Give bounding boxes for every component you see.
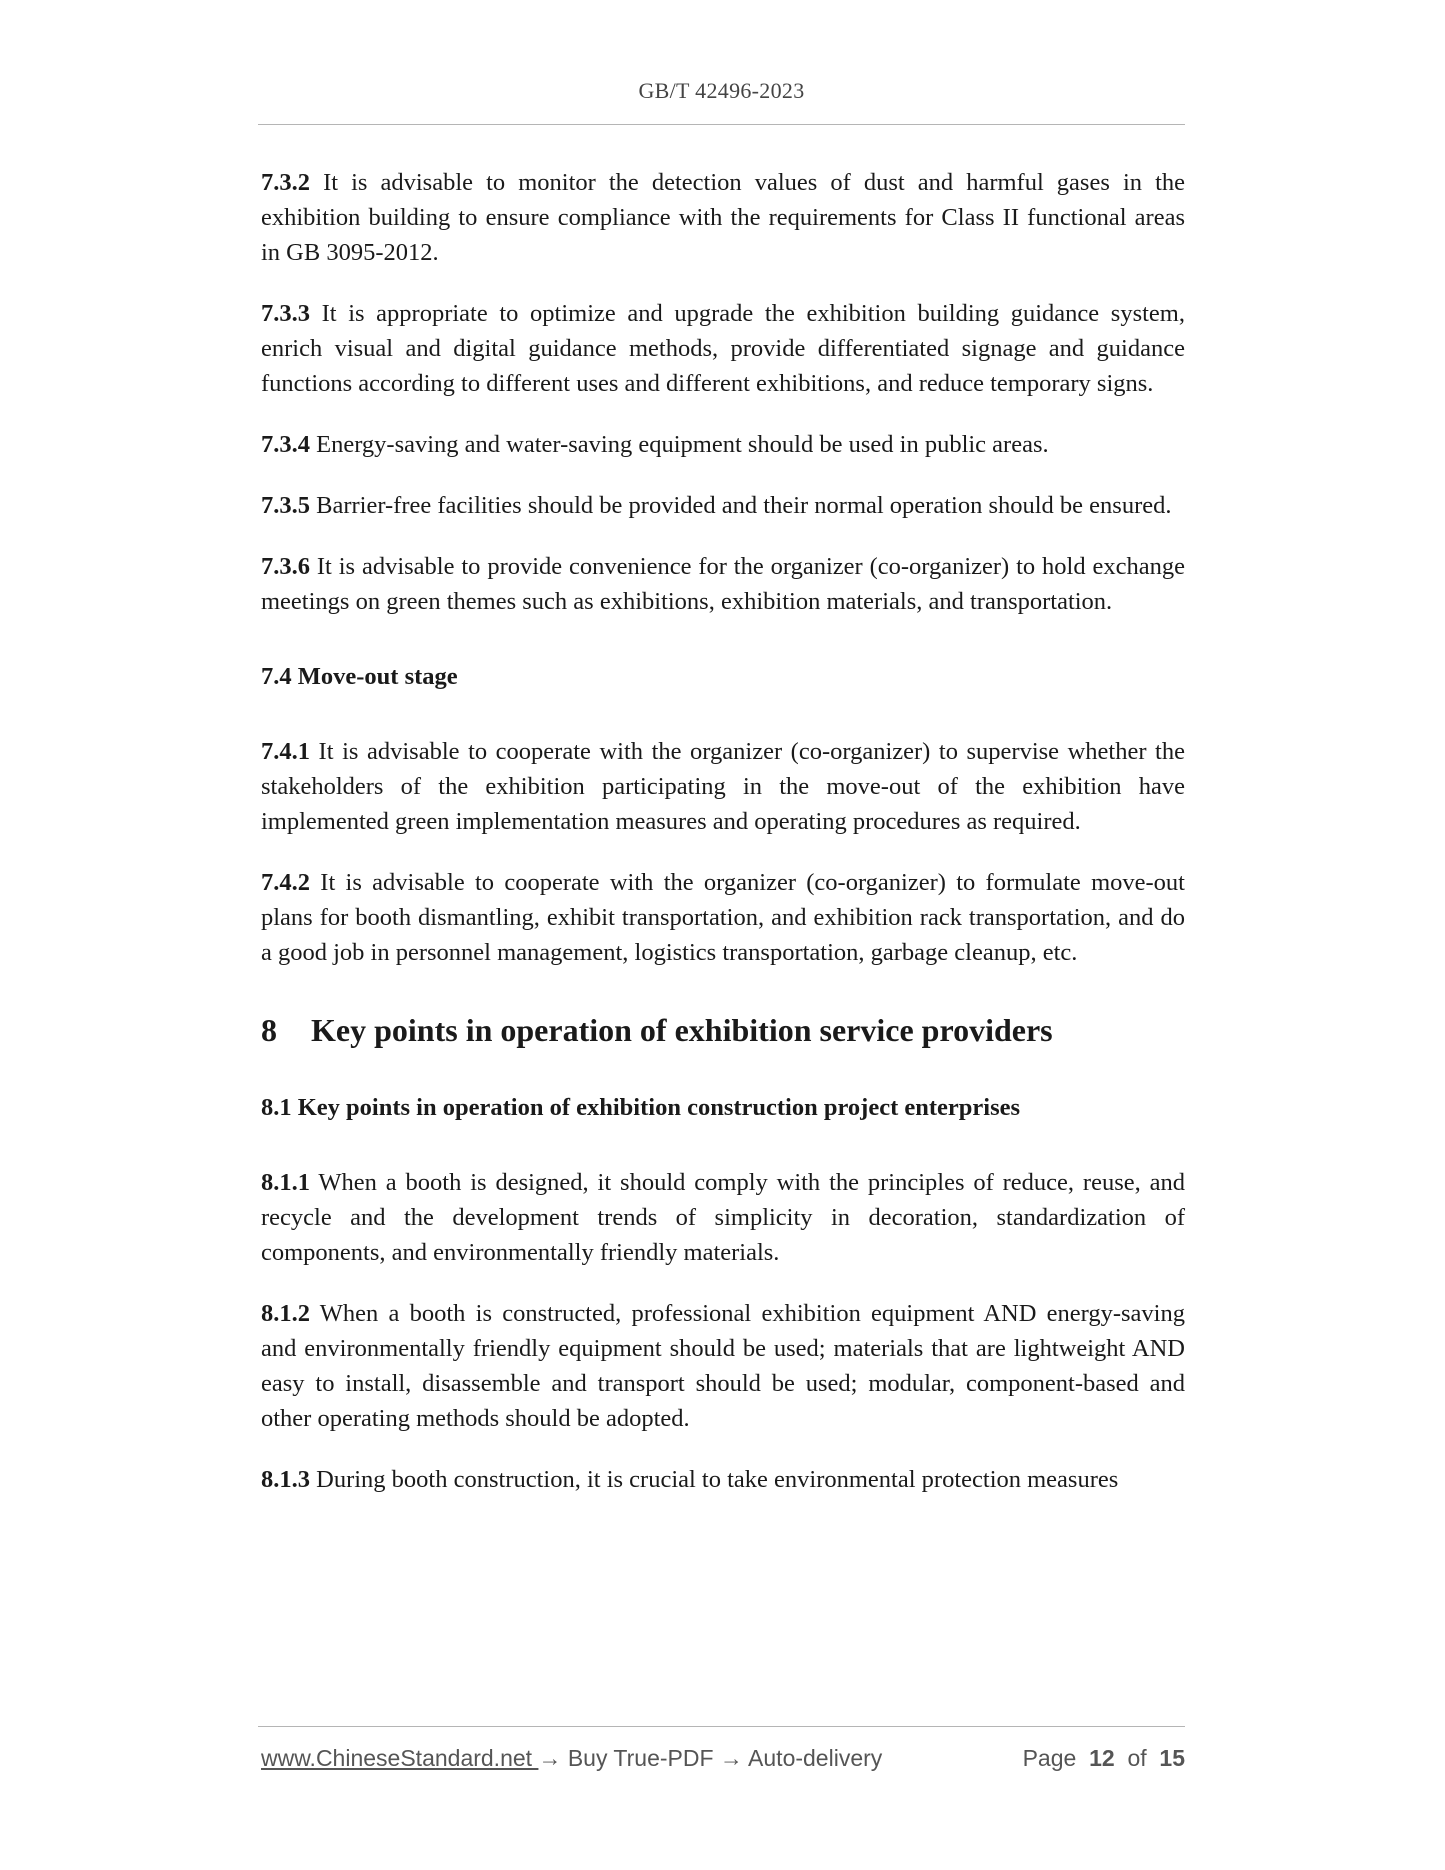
clause-text: It is advisable to cooperate with the organizer (co-organizer) to formulate move-out plans for booth dismantling, exhibit transportation, and exhibition rack transportation, and do a good job in personnel management, logistics transportation, garbage cleanup, etc.	[261, 869, 1185, 966]
clause-text: It is advisable to cooperate with the organizer (co-organizer) to supervise whether the stakeholders of the exhibition participating in the move-out of the exhibition have implemented green implementation measures and operating procedures as required.	[261, 738, 1185, 835]
clause-7-4-2	[261, 865, 1185, 970]
website-link[interactable]: www.ChineseStandard.net	[261, 1745, 539, 1771]
clause-7-3-2	[261, 165, 1185, 270]
clause-8-1-1	[261, 1165, 1185, 1270]
section-number: 8	[261, 1012, 277, 1048]
clause-number: 7.3.2	[261, 169, 310, 196]
footer-divider	[258, 1726, 1185, 1727]
page-of: of	[1127, 1745, 1147, 1771]
clause-number: 8.1.2	[261, 1300, 310, 1327]
clause-7-3-6	[261, 549, 1185, 619]
clause-text: During booth construction, it is crucial to take environmental protection measures	[310, 1466, 1119, 1493]
clause-text: When a booth is designed, it should comply with the principles of reduce, reuse, and recycle and the development trends of simplicity in decoration, standardization of components, and environmentally friendly materials.	[261, 1169, 1185, 1266]
page-label: Page	[1022, 1745, 1077, 1771]
clause-text: It is advisable to monitor the detection values of dust and harmful gases in the exhibition building to ensure compliance with the requirements for Class II functional areas in GB 3095-2012.	[261, 169, 1185, 266]
clause-text: It is advisable to provide convenience for the organizer (co-organizer) to hold exchange meetings on green themes such as exhibitions, exhibition materials, and transportation.	[261, 553, 1185, 615]
clause-number: 7.4.1	[261, 738, 310, 765]
clause-8-1-3	[261, 1462, 1185, 1497]
header-divider	[258, 124, 1185, 125]
clause-number: 7.4.2	[261, 869, 310, 896]
clause-text: Energy-saving and water-saving equipment should be used in public areas.	[310, 431, 1049, 458]
delivery-text: Auto-delivery	[742, 1745, 883, 1771]
section-heading-8	[261, 1010, 1185, 1050]
subsection-heading-7-4: 7.4 Move-out stage	[261, 663, 458, 690]
subsection-heading-8-1: 8.1 Key points in operation of exhibition construction project enterprises	[261, 1094, 1021, 1121]
clause-7-4-1	[261, 734, 1185, 839]
clause-number: 8.1.1	[261, 1169, 310, 1196]
page-current: 12	[1089, 1745, 1115, 1771]
clause-number: 7.3.6	[261, 553, 310, 580]
clause-7-3-4	[261, 427, 1185, 462]
footer-promo	[261, 1745, 882, 1772]
clause-number: 7.3.5	[261, 492, 310, 519]
clause-text: When a booth is constructed, professional exhibition equipment AND energy-saving and environmentally friendly equipment should be used; materials that are lightweight AND easy to install, disassemble and transport should be used; modular, component-based and other operating methods should be adopted.	[261, 1300, 1185, 1432]
clause-number: 8.1.3	[261, 1466, 310, 1493]
page-total: 15	[1159, 1745, 1185, 1771]
arrow-right-icon: →	[719, 1745, 743, 1771]
clause-8-1-2	[261, 1296, 1185, 1436]
clause-7-3-5	[261, 488, 1185, 523]
clause-7-3-3	[261, 296, 1185, 401]
section-title: Key points in operation of exhibition service providers	[311, 1012, 1053, 1048]
buy-text: Buy True-PDF	[561, 1745, 720, 1771]
clause-text: It is appropriate to optimize and upgrade the exhibition building guidance system, enrich visual and digital guidance methods, provide differentiated signage and guidance functions according to different uses and different exhibitions, and reduce temporary signs.	[261, 300, 1185, 397]
clause-text: Barrier-free facilities should be provided and their normal operation should be ensured.	[310, 492, 1172, 519]
clause-number: 7.3.4	[261, 431, 310, 458]
clause-number: 7.3.3	[261, 300, 310, 327]
page-indicator	[1023, 1745, 1185, 1772]
arrow-right-icon: →	[538, 1745, 562, 1771]
page-header: GB/T 42496-2023	[638, 78, 805, 103]
page-content	[261, 165, 1185, 1523]
